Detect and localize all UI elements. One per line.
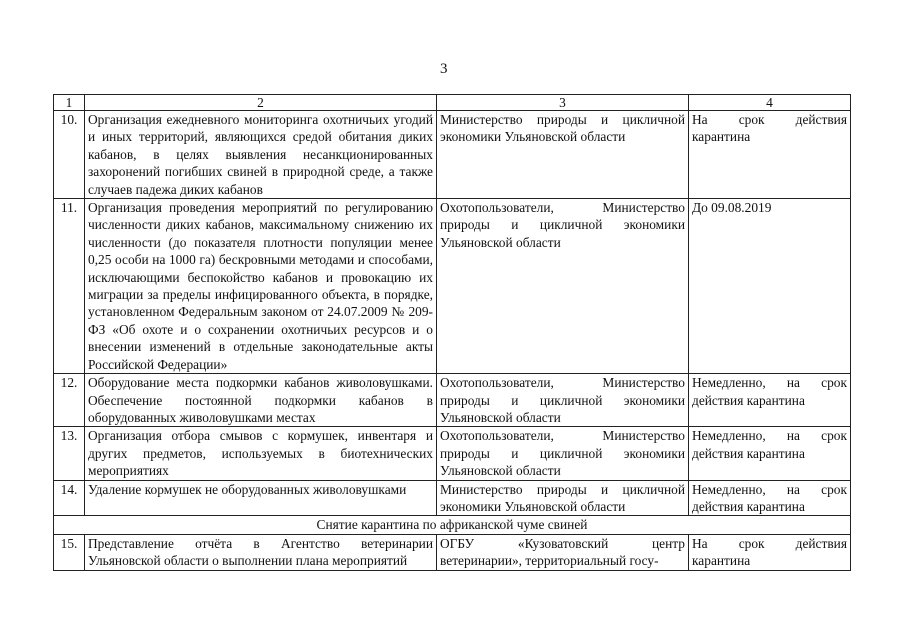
row-number: 15. xyxy=(54,534,85,570)
deadline-text: На срок действия карантина xyxy=(689,111,851,199)
deadline-text: До 09.08.2019 xyxy=(689,199,851,374)
deadline-text: Немедленно, на срок действия карантина xyxy=(689,480,851,516)
table-row xyxy=(54,534,851,570)
executor-text: ОГБУ «Кузоватовский центр ветеринарии», территориальный госу- xyxy=(437,534,689,570)
measure-text: Оборудование места подкормки кабанов живоловушками. Обеспечение постоянной подкормки кабанов в оборудованных живоловушками местах xyxy=(85,374,437,427)
column-number-3: 3 xyxy=(437,95,689,111)
table-row xyxy=(54,480,851,516)
deadline-text: Немедленно, на срок действия карантина xyxy=(689,374,851,427)
measure-text: Удаление кормушек не оборудованных живоловушками xyxy=(85,480,437,516)
table-row xyxy=(54,111,851,199)
section-heading: Снятие карантина по африканской чуме свиней xyxy=(54,516,851,534)
table-row xyxy=(54,199,851,374)
measures-table xyxy=(53,94,851,571)
deadline-text: Немедленно, на срок действия карантина xyxy=(689,427,851,480)
executor-text: Охотопользователи, Министерство природы и цикличной экономики Ульяновской области xyxy=(437,427,689,480)
column-number-2: 2 xyxy=(85,95,437,111)
row-number: 10. xyxy=(54,111,85,199)
table-row xyxy=(54,374,851,427)
executor-text: Министерство природы и цикличной экономики Ульяновской области xyxy=(437,480,689,516)
row-number: 11. xyxy=(54,199,85,374)
measure-text: Организация отбора смывов с кормушек, инвентаря и других предметов, используемых в биотехнических мероприятиях xyxy=(85,427,437,480)
section-row xyxy=(54,516,851,534)
executor-text: Министерство природы и цикличной экономики Ульяновской области xyxy=(437,111,689,199)
table-row xyxy=(54,427,851,480)
page-number: 3 xyxy=(440,61,448,77)
executor-text: Охотопользователи, Министерство природы и цикличной экономики Ульяновской области xyxy=(437,199,689,374)
column-number-row xyxy=(54,95,851,111)
row-number: 14. xyxy=(54,480,85,516)
measure-text: Организация ежедневного мониторинга охотничьих угодий и иных территорий, являющихся средой обитания диких кабанов, в целях выявления несанкционированных захоронений погибших свиней в природной среде, а также случаев падежа диких кабанов xyxy=(85,111,437,199)
column-number-1: 1 xyxy=(54,95,85,111)
row-number: 12. xyxy=(54,374,85,427)
row-number: 13. xyxy=(54,427,85,480)
measure-text: Организация проведения мероприятий по регулированию численности диких кабанов, максимальному снижению их численности (до показателя плотности популяции менее 0,25 особи на 1000 га) бескровными методами и способами, исключающими беспокойство кабанов и провокацию их миграции за пределы инфицированного объекта, в порядке, установленном Федеральным законом от 24.07.2009 № 209-ФЗ «Об охоте и о сохранении охотничьих ресурсов и о внесении изменений в отдельные законодательные акты Российской Федерации» xyxy=(85,199,437,374)
executor-text: Охотопользователи, Министерство природы и цикличной экономики Ульяновской области xyxy=(437,374,689,427)
measure-text: Представление отчёта в Агентство ветеринарии Ульяновской области о выполнении плана мероприятий xyxy=(85,534,437,570)
column-number-4: 4 xyxy=(689,95,851,111)
deadline-text: На срок действия карантина xyxy=(689,534,851,570)
